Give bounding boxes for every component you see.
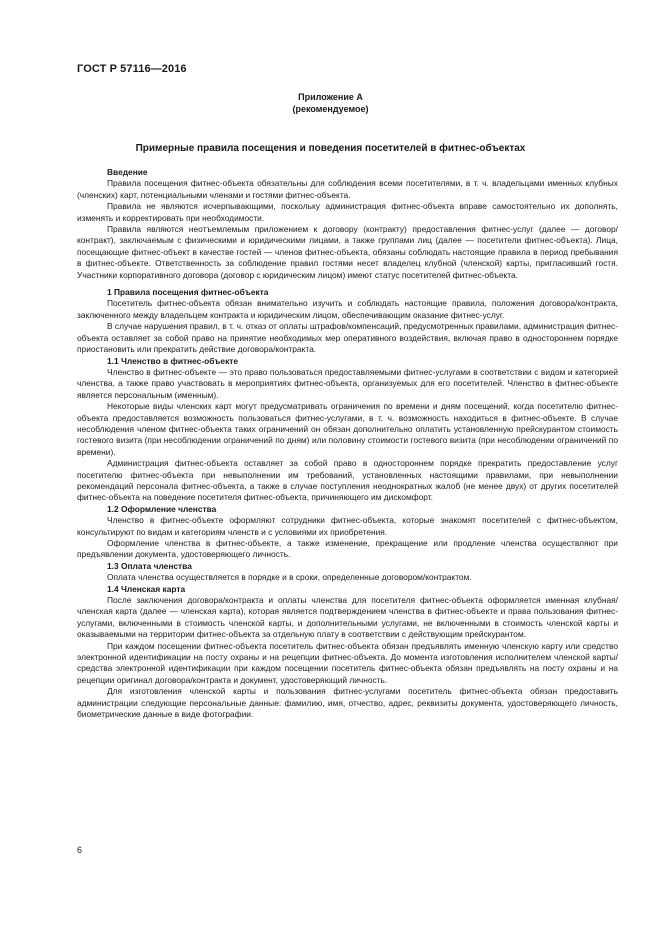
paragraph: После заключения договора/контракта и оплаты членства для посетителя фитнес-объекта оформляется именная клубная/членская карта (далее — членская карта), которая является подтверждением членства в фитнес-объекте и права пользования фитнес-услугами, включенными в стоимость членской карты, и дополнительными услугами, не включенными в стоимость членской карты и оказываемыми на территории фитнес-объекта за отдельную плату в соответствии с действующим прейскурантом. — [77, 595, 618, 640]
paragraph: Для изготовления членской карты и пользования фитнес-услугами посетитель фитнес-объекта обязан предоставить администрации следующие персональные данные: фамилию, имя, отчество, адрес, реквизиты документа, удостоверяющего личность, биометрические данные в виде фотографии. — [77, 686, 618, 720]
paragraph: Посетитель фитнес-объекта обязан внимательно изучить и соблюдать настоящие правила, положения договора/контракта, заключенного между владельцем контракта и юридическим лицом, обеспечивающим оказание фитнес-услуг. — [77, 298, 618, 320]
paragraph: Оплата членства осуществляется в порядке и в сроки, определенные договором/контрактом. — [107, 572, 472, 583]
section-1-4-heading: 1.4 Членская карта — [107, 583, 186, 594]
paragraph: Некоторые виды членских карт могут предусматривать ограничения по времени и дням посещений, когда посетителю фитнес-объекта предоставляется возможность пользоваться фитнес-услугами, в т. ч. возможность находиться в фитнес-объекте. В случае несоблюдения членом фитнес-объекта таких ограничений он обязан дополнительно оплатить установленную прейскурантом стоимость гостевого визита (при несоблюдении ограничений по дням) или половину стоимости гостевого визита (при несоблюдении ограничений по времени). — [77, 401, 618, 457]
intro-heading: Введение — [107, 167, 148, 177]
page-number: 6 — [77, 845, 83, 855]
paragraph: Оформление членства в фитнес-объекте, а также изменение, прекращение или продление членства осуществляют при предъявлении документа, удостоверяющего личность. — [77, 538, 618, 560]
paragraph: Членство в фитнес-объекте оформляют сотрудники фитнес-объекта, которые знакомят посетителей с фитнес-объектом, консультируют по видам и категориям членств и с условиями их приобретения. — [77, 515, 618, 537]
paragraph: Администрация фитнес-объекта оставляет за собой право в одностороннем порядке прекратить предоставление услуг посетителю фитнес-объекта при невыполнении им требований, установленных настоящими правилами, при невыполнении рекомендаций персонала фитнес-объекта, а также в случае поступления неоднократных жалоб (не менее двух) от других посетителей фитнес-объекта на поведение посетителя фитнес-объекта, причиняющего им дискомфорт. — [77, 458, 618, 503]
section-1-1-heading: 1.1 Членство в фитнес-объекте — [107, 355, 239, 366]
paragraph: Правила являются неотъемлемым приложением к договору (контракту) предоставления фитнес-услуг (далее — договор/контракт), заключаемым с физическими и юридическими лицами, а также группами лиц (далее — посетители фитнес-объекта). Лица, посещающие фитнес-объект в качестве гостей — членов фитнес-объекта, обязаны соблюдать настоящие правила в период пребывания в фитнес-объекте. Ответственность за соблюдение правил гостями несет владелец клубной (членской) карты, пригласивший гостя. Участники корпоративного договора (договор с юридическим лицом) имеют статус посетителей фитнес-объекта. — [77, 224, 618, 280]
document-title: Примерные правила посещения и поведения посетителей в фитнес-объектах — [135, 143, 526, 154]
paragraph: Членство в фитнес-объекте — это право пользоваться предоставляемыми фитнес-услугами в соответствии с видом и категорией членства, а также право участвовать в мероприятиях фитнес-объекта, организуемых для его посетителей. Членство в фитнес-объекте является персональным (именным). — [77, 366, 618, 400]
section-1-3-heading: 1.3 Оплата членства — [107, 560, 192, 571]
section-1-heading: 1 Правила посещения фитнес-объекта — [107, 287, 269, 298]
paragraph: Правила не являются исчерпывающими, поскольку администрация фитнес-объекта вправе самостоятельно их дополнять, изменять и корректировать при необходимости. — [77, 201, 618, 223]
annex-subtitle: (рекомендуемое) — [292, 104, 369, 114]
annex-title: Приложение А — [298, 92, 363, 102]
standard-header: ГОСТ Р 57116—2016 — [77, 63, 187, 75]
paragraph: В случае нарушения правил, в т. ч. отказ от оплаты штрафов/компенсаций, предусмотренных правилами, администрация фитнес-объекта оставляет за собой право на принятие необходимых мер оперативного воздействия, включая право в одностороннем порядке приостановить или прекратить действие договора/контракта. — [77, 321, 618, 355]
paragraph: При каждом посещении фитнес-объекта посетитель фитнес-объекта обязан предъявлять именную членскую карту или средство электронной идентификации на посту охраны и на рецепции фитнес-объекта. До момента изготовления исполнителем членской карты/средства электронной идентификации при каждом посещении посетитель фитнес-объекта обязан предъявлять на посту охраны и на рецепции оригинал договора/контракта и документ, удостоверяющий личность. — [77, 640, 618, 685]
section-1-2-heading: 1.2 Оформление членства — [107, 503, 217, 514]
document-body — [77, 167, 618, 721]
paragraph: Правила посещения фитнес-объекта обязательны для соблюдения всеми посетителями, в т. ч. владельцами именных клубных (членских) карт, потенциальными членами и гостями фитнес-объекта. — [77, 178, 618, 200]
